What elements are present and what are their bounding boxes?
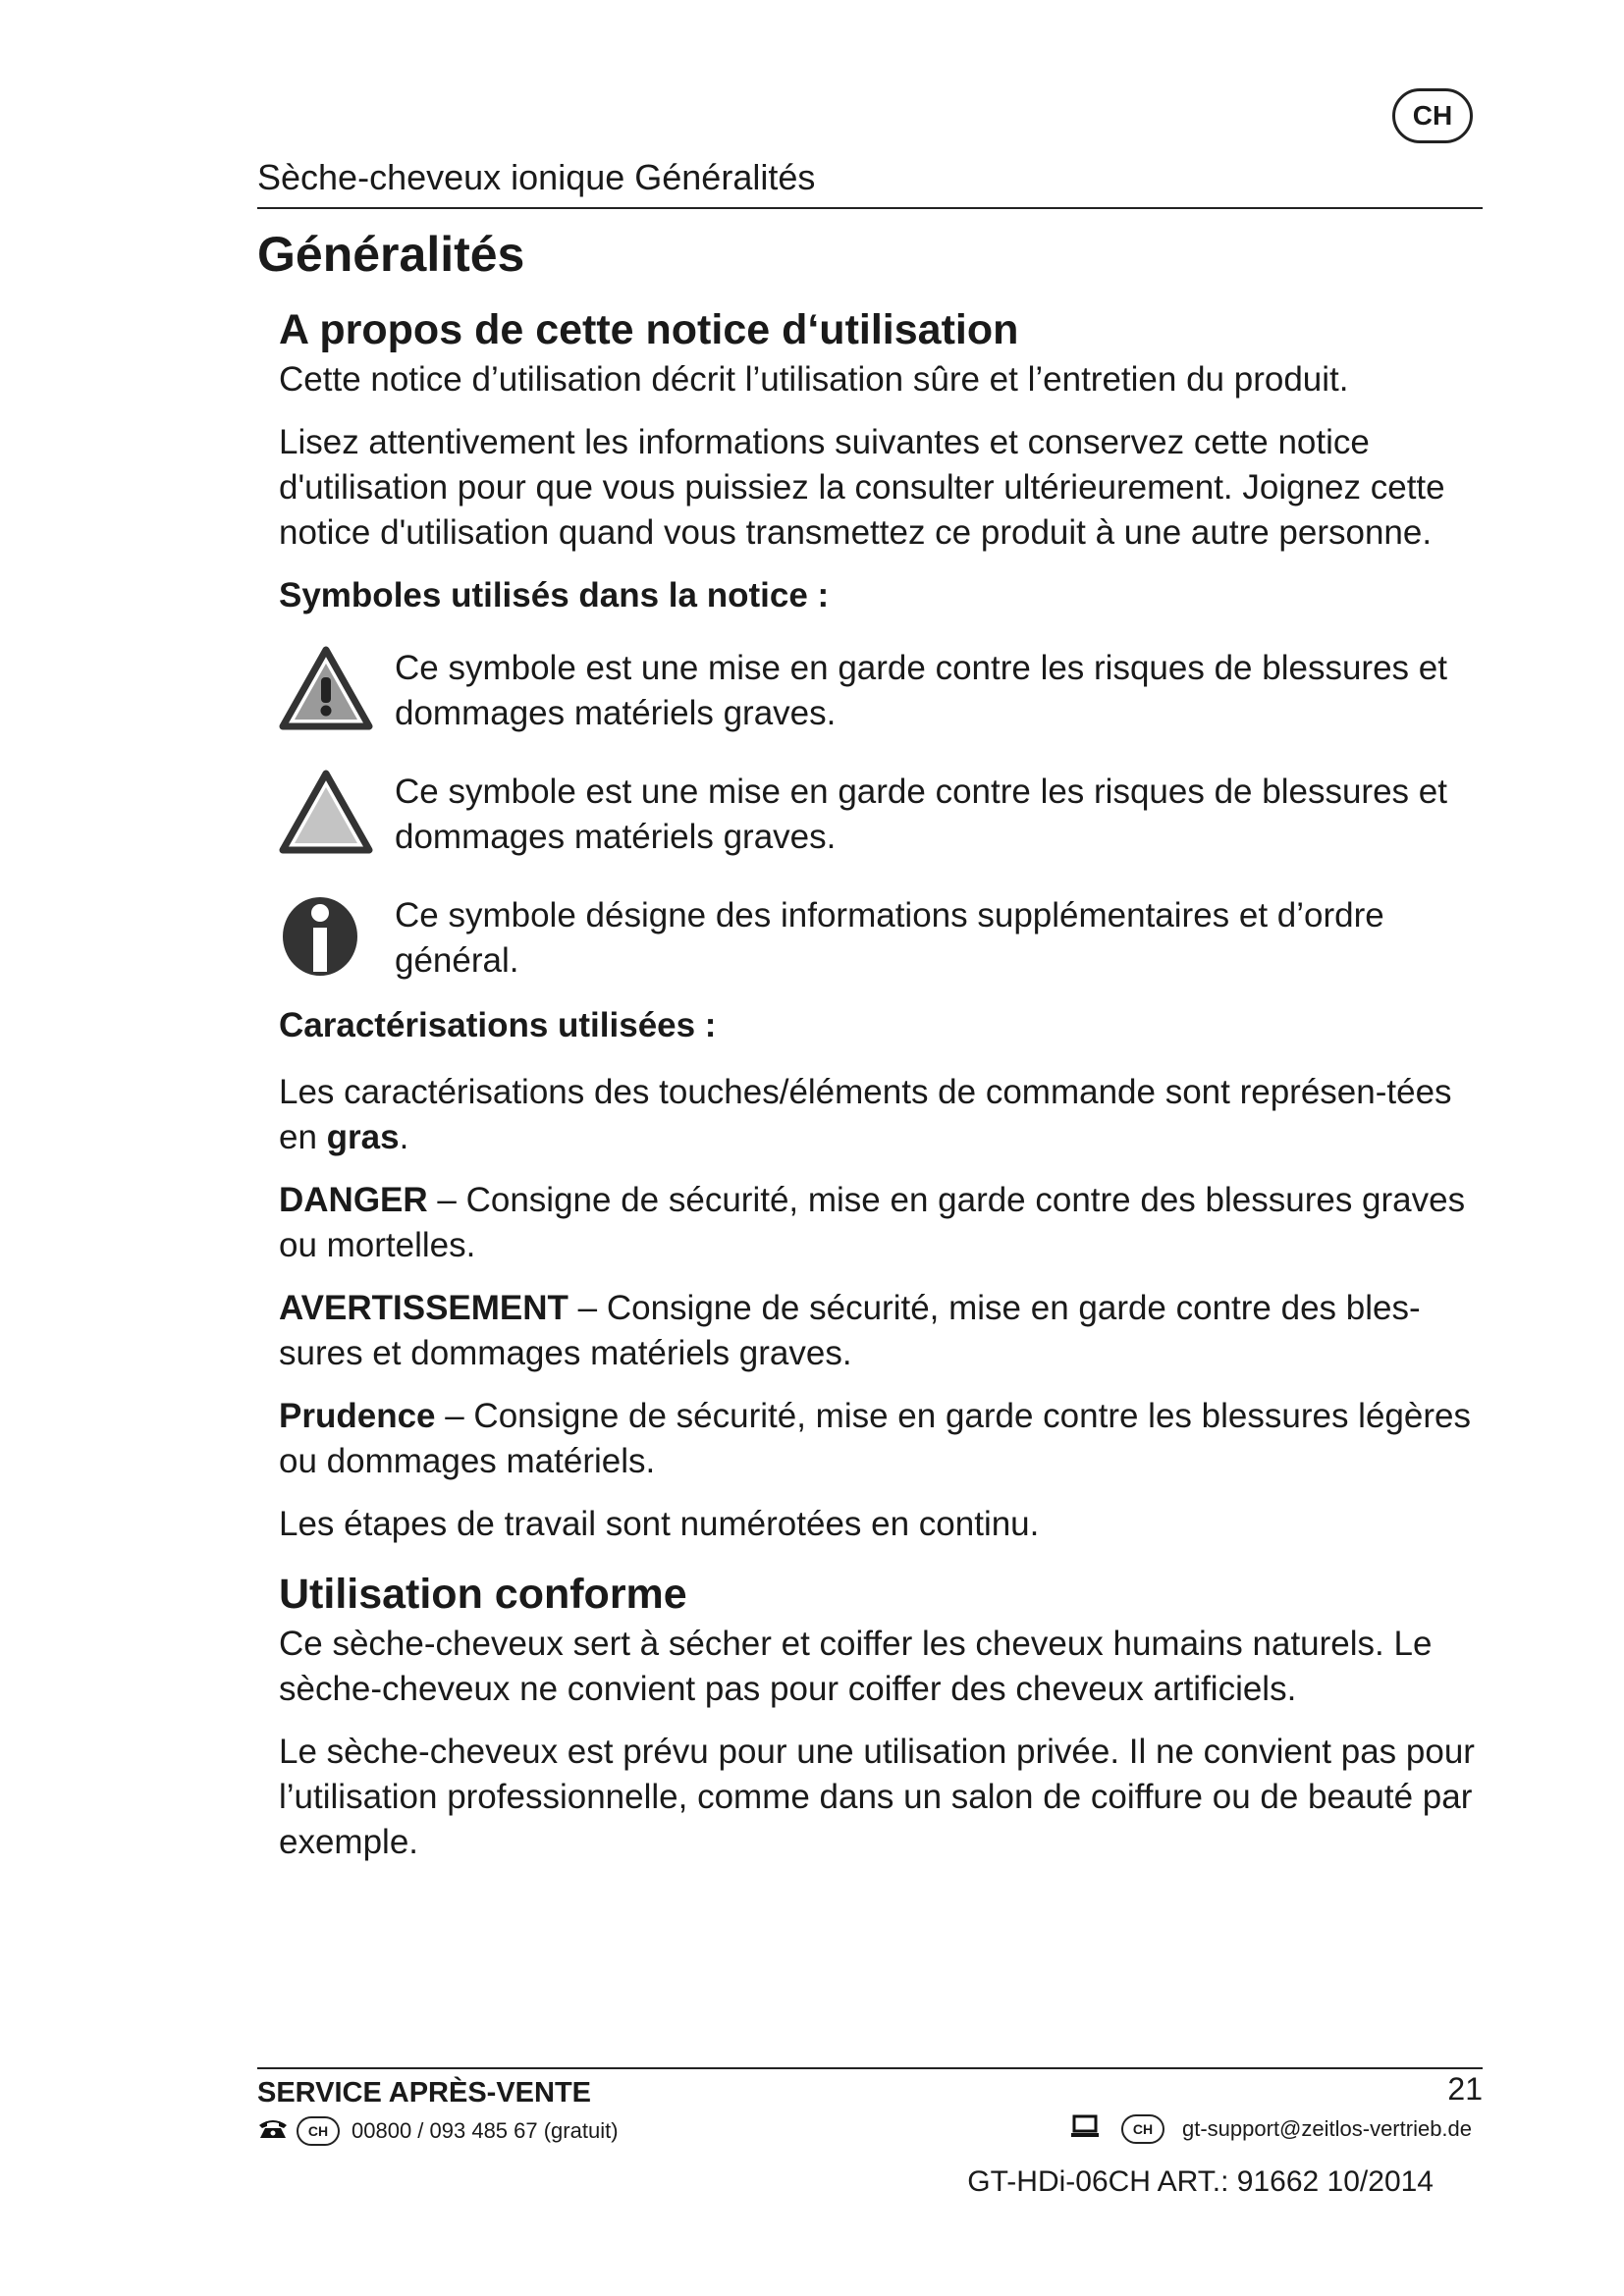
header-title: Sèche-cheveux ionique Généralités <box>257 157 816 197</box>
header-divider <box>257 207 1483 209</box>
warning-triangle-icon <box>279 770 395 866</box>
symbol-row-warning <box>279 770 1485 866</box>
phone-number: 00800 / 093 485 67 (gratuit) <box>352 2118 619 2143</box>
about-paragraph-1: Cette notice d’utilisation décrit l’utilisation sûre et l’entretien du produit. <box>279 360 1349 399</box>
page-title: Généralités <box>257 227 525 282</box>
about-paragraph-2: Lisez attentivement les informations suivantes et conservez cette notice d'utilisation pour que vous puissiez la consulter ultérieurement. Joignez cette notice d'utilisation quand vous transmettez ce produit à une autre personne. <box>279 423 1445 552</box>
symbols-heading: Symboles utilisés dans la notice : <box>279 576 830 614</box>
symbol-text-danger: Ce symbole est une mise en garde contre les risques de blessures et dommages matériels graves. <box>395 649 1447 732</box>
page-number: 21 <box>1447 2071 1483 2107</box>
support-email: gt-support@zeitlos-vertrieb.de <box>1182 2116 1473 2141</box>
marks-heading: Caractérisations utilisées : <box>279 1006 717 1044</box>
footer-service-title: SERVICE APRÈS-VENTE <box>257 2077 592 2109</box>
info-icon <box>279 893 395 991</box>
usage-paragraph-2: Le sèche-cheveux est prévu pour une utilisation privée. Il ne convient pas pour l’utilisation professionnelle, comme dans un salon de coiffure ou de beauté par exemple. <box>279 1733 1475 1861</box>
computer-icon <box>1070 2114 1121 2144</box>
footer-divider <box>257 2067 1483 2069</box>
symbol-row-danger <box>279 646 1485 742</box>
warning-exclamation-icon <box>279 646 395 742</box>
symbol-text-warning: Ce symbole est une mise en garde contre les risques de blessures et dommages matériels graves. <box>395 773 1447 856</box>
marks-caution: Prudence – Consigne de sécurité, mise en garde contre les blessures légères ou dommages matériels. <box>279 1397 1471 1480</box>
usage-heading: Utilisation conforme <box>279 1571 687 1618</box>
marks-danger: DANGER – Consigne de sécurité, mise en garde contre des blessures graves ou mortelles. <box>279 1181 1466 1264</box>
marks-intro: Les caractérisations des touches/éléments de commande sont représen-tées en gras. <box>279 1073 1452 1156</box>
article-number: GT-HDi-06CH ART.: 91662 10/2014 <box>967 2165 1434 2198</box>
marks-steps: Les étapes de travail sont numérotées en continu. <box>279 1505 1040 1543</box>
symbol-row-info <box>279 893 1485 991</box>
footer-email <box>1070 2114 1472 2144</box>
about-heading: A propos de cette notice d‘utilisation <box>279 306 1019 353</box>
usage-paragraph-1: Ce sèche-cheveux sert à sécher et coiffer les cheveux humains naturels. Le sèche-cheveux ne convient pas pour coiffer des cheveux artificiels. <box>279 1625 1433 1708</box>
footer-email-country-badge: CH <box>1121 2114 1164 2144</box>
content-body <box>279 302 1485 1883</box>
country-badge: CH <box>1392 88 1473 143</box>
marks-warning: AVERTISSEMENT – Consigne de sécurité, mise en garde contre des bles-sures et dommages matériels graves. <box>279 1289 1421 1372</box>
footer-country-badge: CH <box>297 2116 340 2146</box>
symbol-text-info: Ce symbole désigne des informations supplémentaires et d’ordre général. <box>395 896 1384 980</box>
phone-icon <box>257 2117 297 2145</box>
footer-phone <box>257 2116 619 2146</box>
